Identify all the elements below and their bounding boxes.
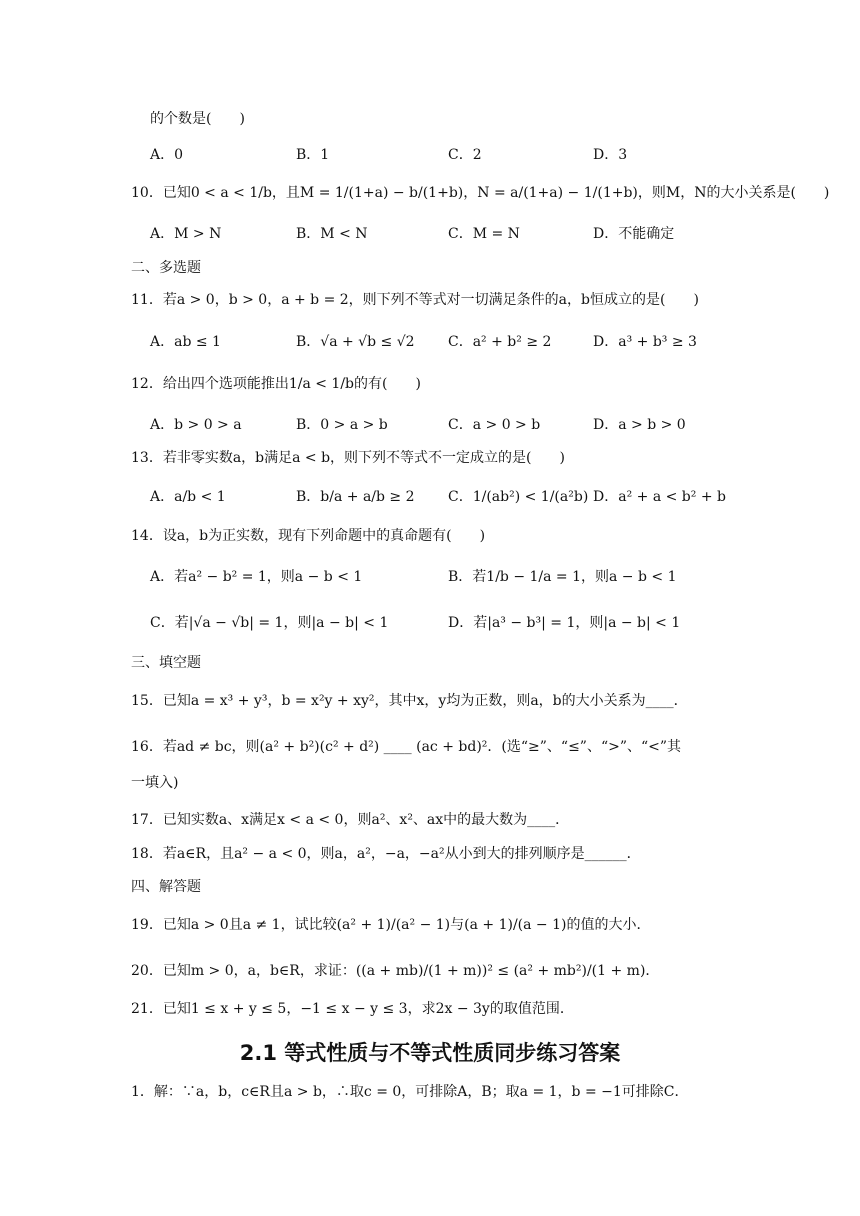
q14-stem: 14．设a，b为正实数，现有下列命题中的真命题有( ) [131, 528, 486, 544]
q16-stem-line1: 16．若ad ≠ bc，则(a² + b²)(c² + d²) ____ (ac + bd)²．(选“≥”、“≤”、“>”、“<”其 [131, 739, 682, 755]
q14-option-c: C．若|√a − √b| = 1，则|a − b| < 1 [150, 615, 389, 631]
section-heading-fill-in: 三、填空题 [131, 655, 201, 671]
q10-option-d: D．不能确定 [593, 226, 675, 242]
q17-stem: 17．已知实数a、x满足x < a < 0，则a²、x²、ax中的最大数为____． [131, 812, 570, 828]
q15-stem: 15．已知a = x³ + y³，b = x²y + xy²，其中x，y均为正数，则a，b的大小关系为____． [131, 693, 688, 709]
q12-option-b: B．0 > a > b [296, 417, 388, 433]
q11-option-b: B．√a + √b ≤ √2 [296, 334, 415, 350]
q12-option-d: D．a > b > 0 [593, 417, 686, 433]
q10-option-c: C．M = N [448, 226, 520, 242]
q10-option-a: A．M > N [150, 226, 222, 242]
q12-option-c: C．a > 0 > b [448, 417, 541, 433]
q10-stem: 10．已知0 < a < 1/b，且M = 1/(1+a) − b/(1+b)，N = a/(1+a) − 1/(1+b)，则M，N的大小关系是( ) [131, 185, 830, 201]
q13-option-b: B．b/a + a/b ≥ 2 [296, 489, 415, 505]
section-heading-multiple-choice: 二、多选题 [131, 260, 201, 276]
answer-title: 2.1 等式性质与不等式性质同步练习答案 [239, 1041, 621, 1065]
q18-stem: 18．若a∈R，且a² − a < 0，则a，a²，−a，−a²从小到大的排列顺序是______． [131, 846, 641, 862]
q19-stem: 19．已知a > 0且a ≠ 1，试比较(a² + 1)/(a² − 1)与(a + 1)/(a − 1)的值的大小． [131, 917, 651, 933]
q9-option-a: A．0 [150, 147, 184, 163]
q12-option-a: A．b > 0 > a [150, 417, 242, 433]
q16-stem-line2: 一填入) [131, 775, 179, 791]
q13-option-a: A．a/b < 1 [150, 489, 226, 505]
q14-option-b: B．若1/b − 1/a = 1，则a − b < 1 [448, 569, 677, 585]
q20-stem: 20．已知m > 0，a，b∈R，求证：((a + mb)/(1 + m))² ≤ (a² + mb²)/(1 + m)． [131, 963, 660, 979]
q9-option-d: D．3 [593, 147, 628, 163]
q9-option-c: C．2 [448, 147, 482, 163]
q9-tail: 的个数是( ) [150, 111, 245, 127]
q13-option-d: D．a² + a < b² + b [593, 489, 726, 505]
q13-stem: 13．若非零实数a，b满足a < b，则下列不等式不一定成立的是( ) [131, 450, 565, 466]
q14-option-a: A．若a² − b² = 1，则a − b < 1 [150, 569, 363, 585]
answer-1: 1．解：∵a，b，c∈R且a > b，∴取c = 0，可排除A，B；取a = 1，b = −1可排除C． [131, 1084, 689, 1100]
q9-option-b: B．1 [296, 147, 330, 163]
q21-stem: 21．已知1 ≤ x + y ≤ 5，−1 ≤ x − y ≤ 3，求2x − 3y的取值范围． [131, 1001, 574, 1017]
q11-option-a: A．ab ≤ 1 [150, 334, 221, 350]
q12-stem: 12．给出四个选项能推出1/a < 1/b的有( ) [131, 376, 421, 392]
q10-option-b: B．M < N [296, 226, 368, 242]
q11-option-d: D．a³ + b³ ≥ 3 [593, 334, 697, 350]
q11-stem: 11．若a > 0，b > 0，a + b = 2，则下列不等式对一切满足条件的a，b恒成立的是( ) [131, 292, 699, 308]
q13-option-c: C．1/(ab²) < 1/(a²b) [448, 489, 589, 505]
q11-option-c: C．a² + b² ≥ 2 [448, 334, 552, 350]
q14-option-d: D．若|a³ − b³| = 1，则|a − b| < 1 [448, 615, 681, 631]
section-heading-solutions: 四、解答题 [131, 879, 201, 895]
